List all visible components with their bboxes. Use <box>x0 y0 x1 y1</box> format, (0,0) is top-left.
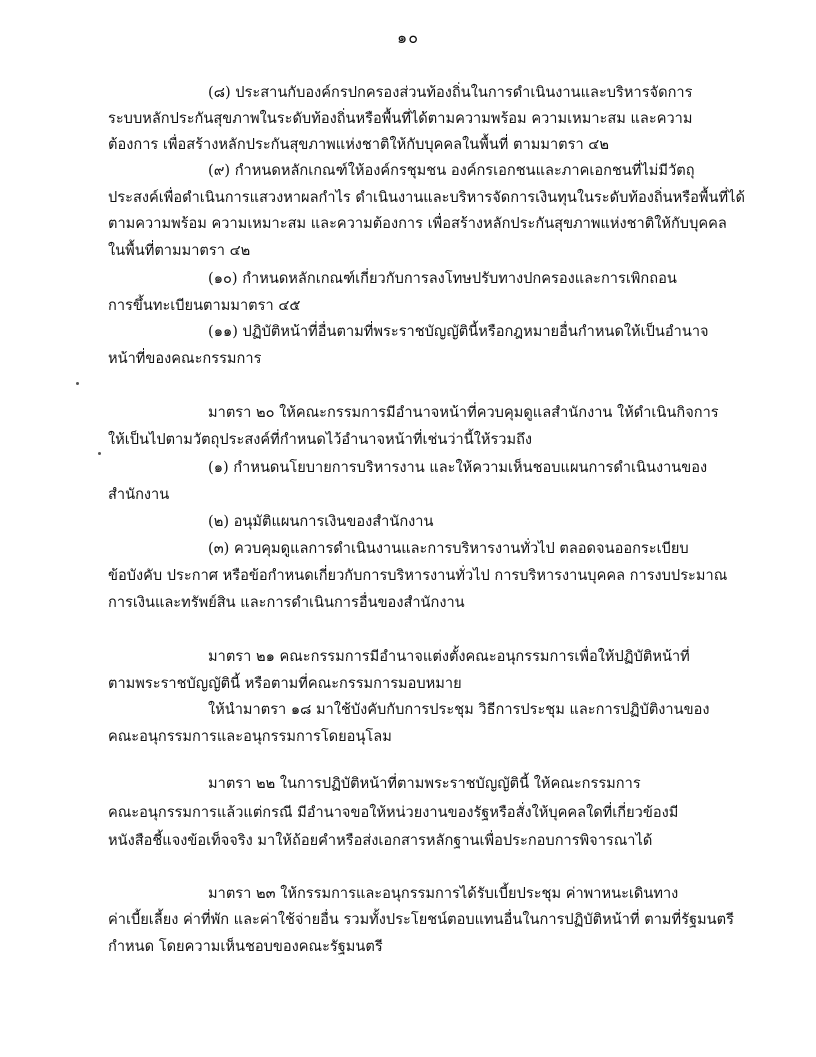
text-line: การขึ้นทะเบียนตามมาตรา ๔๕ <box>108 297 301 314</box>
text-line: (๙) กำหนดหลักเกณฑ์ให้องค์กรชุมชน องค์กรเอกชนและภาคเอกชนที่ไม่มีวัตถุ <box>208 162 695 179</box>
text-line: ในพื้นที่ตามมาตรา ๔๒ <box>108 242 251 259</box>
scan-speck <box>76 382 79 385</box>
text-line: ค่าเบี้ยเลี้ยง ค่าที่พัก และค่าใช้จ่ายอื่น รวมทั้งประโยชน์ตอบแทนอื่นในการปฏิบัติหน้าที่ ตามที่รัฐมนตรี <box>108 911 734 928</box>
text-line: มาตรา ๒๒ ในการปฏิบัติหน้าที่ตามพระราชบัญญัตินี้ ให้คณะกรรมการ <box>208 775 641 792</box>
text-line: ข้อบังคับ ประกาศ หรือข้อกำหนดเกี่ยวกับการบริหารงานทั่วไป การบริหารงานบุคคล การงบประมาณ <box>108 567 728 584</box>
text-line: การเงินและทรัพย์สิน และการดำเนินการอื่นของสำนักงาน <box>108 594 465 611</box>
text-line: (๓) ควบคุมดูแลการดำเนินงานและการบริหารงานทั่วไป ตลอดจนออกระเบียบ <box>208 540 689 557</box>
text-line: (๑๑) ปฏิบัติหน้าที่อื่นตามที่พระราชบัญญัตินี้หรือกฎหมายอื่นกำหนดให้เป็นอำนาจ <box>208 323 709 340</box>
text-line: ให้นำมาตรา ๑๘ มาใช้บังคับกับการประชุม วิธีการประชุม และการปฏิบัติงานของ <box>208 701 710 718</box>
text-line: สำนักงาน <box>108 486 170 503</box>
text-line: ตามความพร้อม ความเหมาะสม และความต้องการ เพื่อสร้างหลักประกันสุขภาพแห่งชาติให้กับบุคคล <box>108 215 727 232</box>
text-line: กำหนด โดยความเห็นชอบของคณะรัฐมนตรี <box>108 938 383 955</box>
text-line: หนังสือชี้แจงข้อเท็จจริง มาให้ถ้อยคำหรือส่งเอกสารหลักฐานเพื่อประกอบการพิจารณาได้ <box>108 832 653 849</box>
text-line: คณะอนุกรรมการและอนุกรรมการโดยอนุโลม <box>108 728 392 745</box>
text-line: คณะอนุกรรมการแล้วแต่กรณี มีอำนาจขอให้หน่วยงานของรัฐหรือสั่งให้บุคคลใดที่เกี่ยวข้องมี <box>108 804 679 821</box>
text-line: (๒) อนุมัติแผนการเงินของสำนักงาน <box>208 513 434 530</box>
text-line: (๘) ประสานกับองค์กรปกครองส่วนท้องถิ่นในการดำเนินงานและบริหารจัดการ <box>208 84 693 101</box>
text-line: มาตรา ๒๐ ให้คณะกรรมการมีอำนาจหน้าที่ควบคุมดูแลสำนักงาน ให้ดำเนินกิจการ <box>208 404 719 421</box>
scan-speck <box>98 452 101 455</box>
text-line: ระบบหลักประกันสุขภาพในระดับท้องถิ่นหรือพื้นที่ได้ตามความพร้อม ความเหมาะสม และความ <box>108 110 693 127</box>
text-line: มาตรา ๒๑ คณะกรรมการมีอำนาจแต่งตั้งคณะอนุกรรมการเพื่อให้ปฏิบัติหน้าที่ <box>208 648 690 665</box>
text-line: ต้องการ เพื่อสร้างหลักประกันสุขภาพแห่งชาติให้กับบุคคลในพื้นที่ ตามมาตรา ๔๒ <box>108 136 609 153</box>
text-line: ให้เป็นไปตามวัตถุประสงค์ที่กำหนดไว้อำนาจหน้าที่เช่นว่านี้ให้รวมถึง <box>108 431 533 448</box>
text-line: หน้าที่ของคณะกรรมการ <box>108 350 262 367</box>
text-line: (๑) กำหนดนโยบายการบริหารงาน และให้ความเห็นชอบแผนการดำเนินงานของ <box>208 459 708 476</box>
page-number: ๑๐ <box>397 28 419 47</box>
text-line: ประสงค์เพื่อดำเนินการแสวงหาผลกำไร ดำเนินงานและบริหารจัดการเงินทุนในระดับท้องถิ่นหรือพื้นที่ได้ <box>108 189 745 206</box>
text-line: (๑๐) กำหนดหลักเกณฑ์เกี่ยวกับการลงโทษปรับทางปกครองและการเพิกถอน <box>208 270 677 287</box>
text-line: มาตรา ๒๓ ให้กรรมการและอนุกรรมการได้รับเบี้ยประชุม ค่าพาหนะเดินทาง <box>208 885 679 902</box>
text-line: ตามพระราชบัญญัตินี้ หรือตามที่คณะกรรมการมอบหมาย <box>108 675 462 692</box>
